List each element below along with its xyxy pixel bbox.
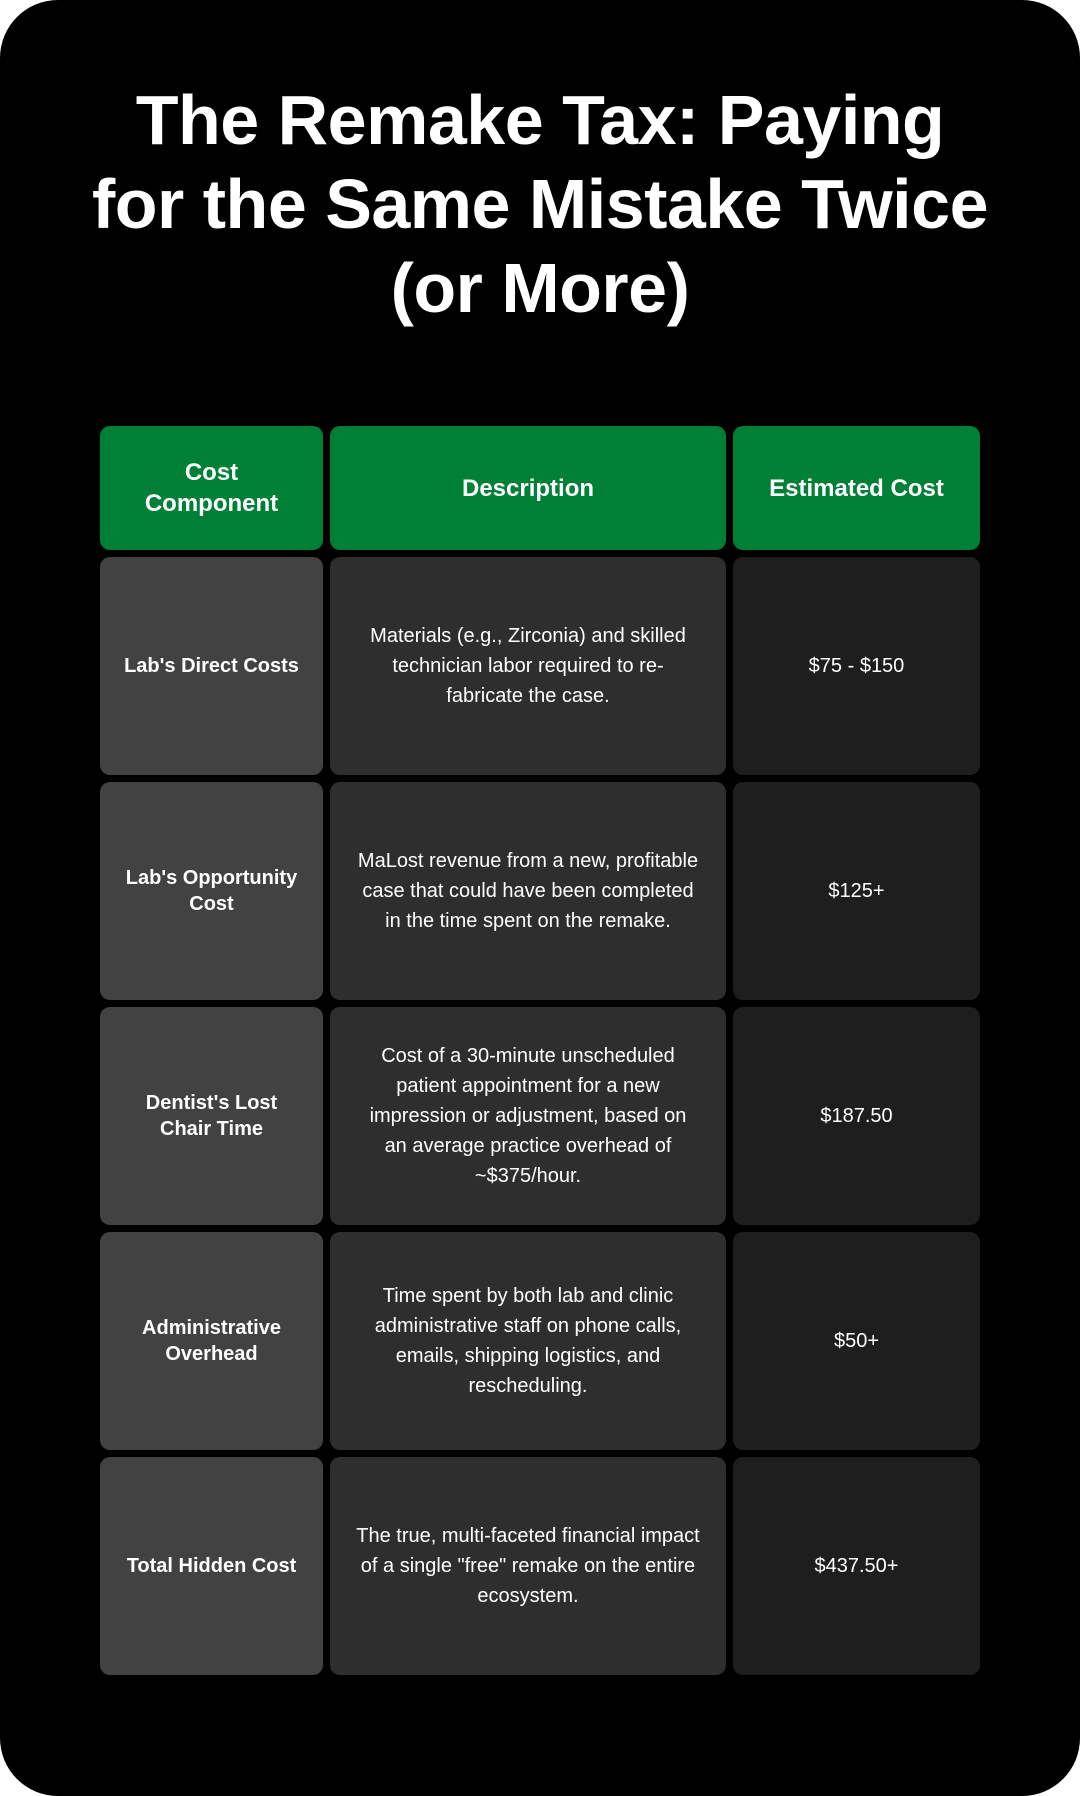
row-3-description: Cost of a 30-minute unscheduled patient appointment for a new impression or adjustment, based on an average practice overhead of ~$375/hour. — [330, 1007, 726, 1225]
row-1-component: Lab's Direct Costs — [100, 557, 323, 775]
row-1-cost: $75 - $150 — [733, 557, 980, 775]
header-cost-component: Cost Component — [100, 426, 323, 550]
cost-table — [100, 426, 980, 1675]
row-5-description: The true, multi-faceted financial impact of a single "free" remake on the entire ecosystem. — [330, 1457, 726, 1675]
row-4-description: Time spent by both lab and clinic administrative staff on phone calls, emails, shipping logistics, and rescheduling. — [330, 1232, 726, 1450]
header-estimated-cost: Estimated Cost — [733, 426, 980, 550]
header-description: Description — [330, 426, 726, 550]
row-4-cost: $50+ — [733, 1232, 980, 1450]
row-3-cost: $187.50 — [733, 1007, 980, 1225]
row-2-description: MaLost revenue from a new, profitable case that could have been completed in the time spent on the remake. — [330, 782, 726, 1000]
row-2-component: Lab's Opportunity Cost — [100, 782, 323, 1000]
row-3-component: Dentist's Lost Chair Time — [100, 1007, 323, 1225]
row-1-description: Materials (e.g., Zirconia) and skilled technician labor required to re-fabricate the case. — [330, 557, 726, 775]
row-4-component: Administrative Overhead — [100, 1232, 323, 1450]
page-title: The Remake Tax: Paying for the Same Mistake Twice (or More) — [91, 81, 988, 327]
row-2-cost: $125+ — [733, 782, 980, 1000]
row-5-component: Total Hidden Cost — [100, 1457, 323, 1675]
row-5-cost: $437.50+ — [733, 1457, 980, 1675]
